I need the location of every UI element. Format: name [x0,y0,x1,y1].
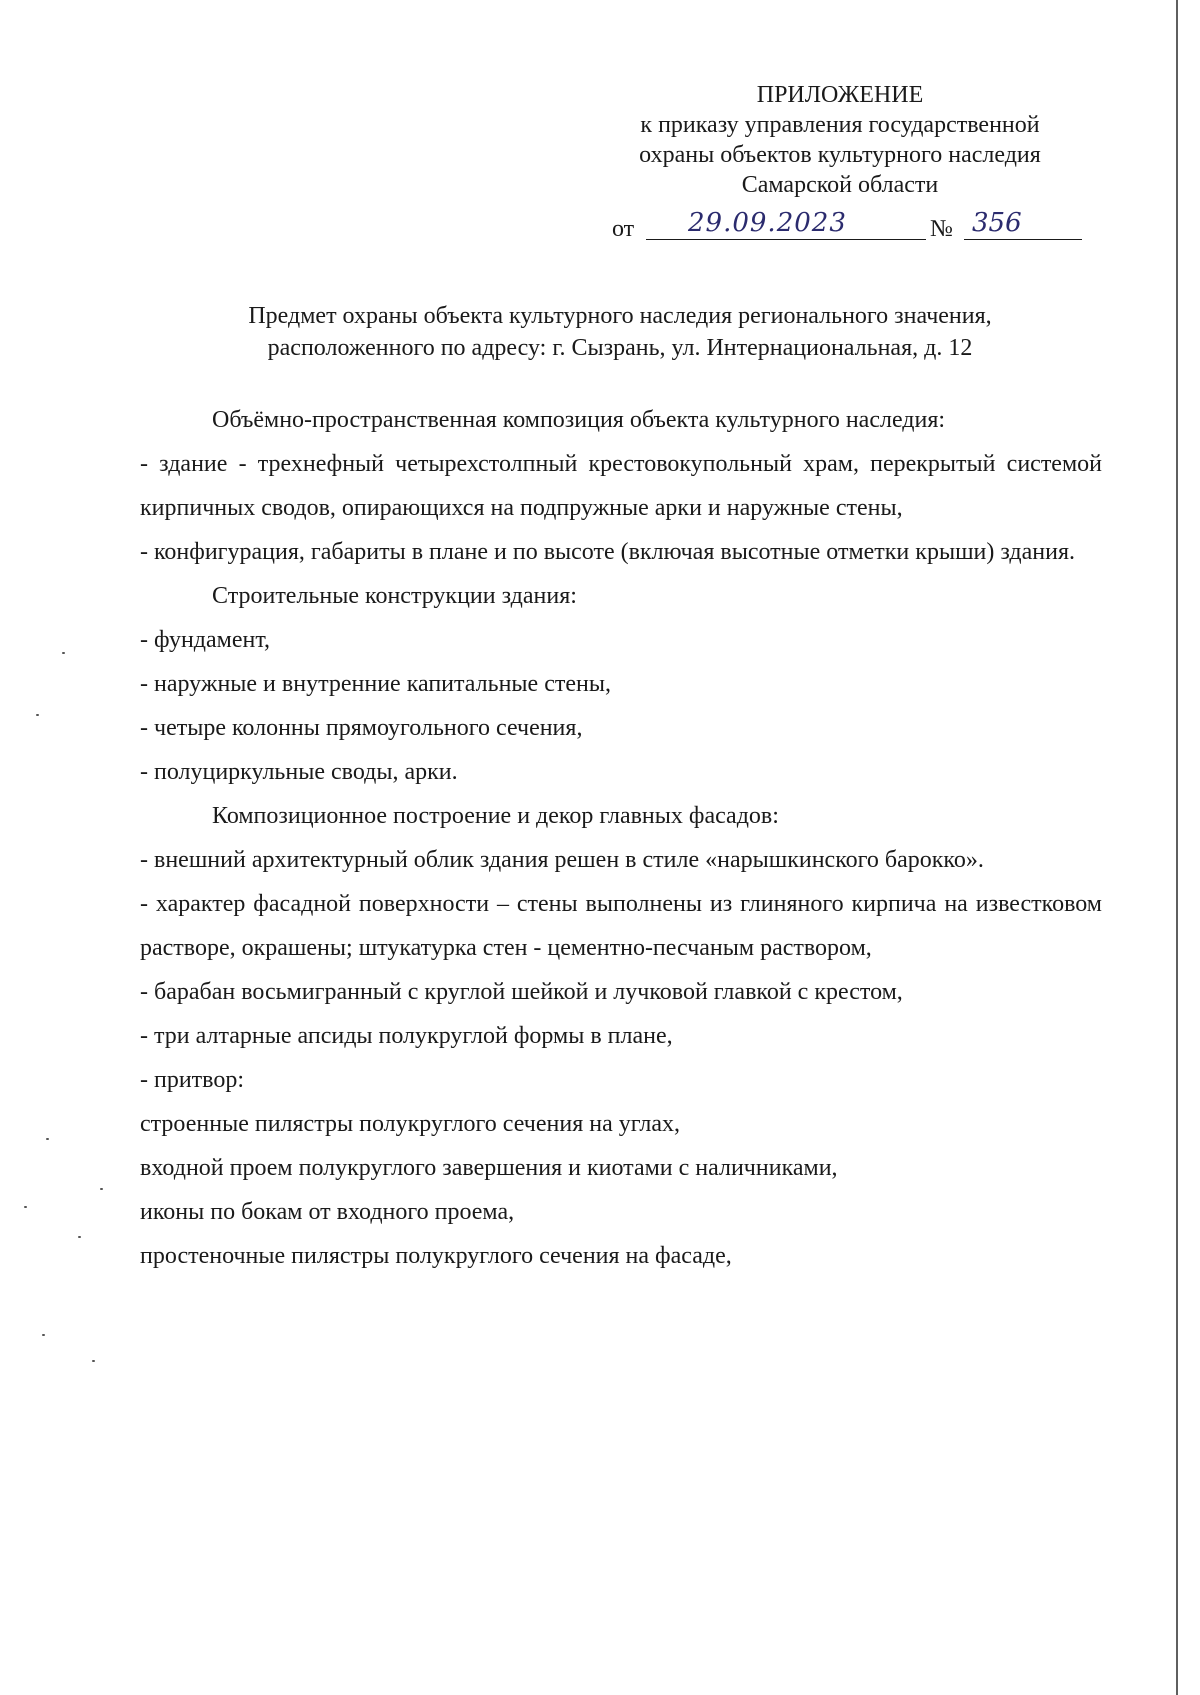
list-item: - притвор: [140,1067,245,1093]
list-item: простеночные пилястры полукруглого сечения на фасаде, [140,1243,732,1269]
scan-speck [24,1206,27,1208]
scan-speck [92,1360,95,1362]
number-prefix: № [930,216,953,242]
appendix-title: ПРИЛОЖЕНИЕ [756,82,924,108]
section-heading-structures: Строительные конструкции здания: [212,583,577,609]
document-body [140,398,1102,1278]
paragraph: - конфигурация, габариты в плане и по высоте (включая высотные отметки крыши) здания. [140,539,1076,565]
date-prefix: от [612,216,635,242]
appendix-header [590,80,1090,200]
list-item: иконы по бокам от входного проема, [140,1199,515,1225]
appendix-line-1: к приказу управления государственной [640,112,1040,138]
list-item: - наружные и внутренние капитальные стены, [140,671,611,697]
scan-speck [46,1138,49,1140]
paragraph: - здание - трехнефный четырехстолпный крестовокупольный храм, перекрытый системой кирпичных сводов, опирающихся на подпружные арки и наружные стены, [140,451,1102,521]
scan-speck [42,1334,45,1336]
paragraph: - характер фасадной поверхности – стены выполнены из глиняного кирпича на известковом растворе, окрашены; штукатурка стен - цементно-песчаным раствором, [140,891,1102,961]
scan-border-line [1176,0,1178,1695]
handwritten-order-number: 356 [964,208,1082,240]
list-item: - три алтарные апсиды полукруглой формы в плане, [140,1023,673,1049]
list-item: - четыре колонны прямоугольного сечения, [140,715,583,741]
list-item: строенные пилястры полукруглого сечения на углах, [140,1111,680,1137]
list-item: входной проем полукруглого завершения и киотами с наличниками, [140,1155,838,1181]
appendix-line-2: охраны объектов культурного наследия [639,142,1041,168]
scan-speck [78,1236,81,1238]
scan-speck [62,652,65,654]
appendix-line-3: Самарской области [741,172,939,198]
section-heading-facades: Композиционное построение и декор главных фасадов: [212,803,779,829]
scan-speck [100,1188,103,1190]
title-line-2: расположенного по адресу: г. Сызрань, ул. Интернациональная, д. 12 [267,335,973,361]
document-title [140,300,1100,364]
handwritten-date: 29.09.2023 [646,208,926,240]
paragraph: - внешний архитектурный облик здания решен в стиле «нарышкинского барокко». [140,847,984,873]
scan-speck [36,714,39,716]
list-item: - полуциркульные своды, арки. [140,759,458,785]
order-date-number-line [612,208,1082,242]
section-heading-volume: Объёмно-пространственная композиция объекта культурного наследия: [212,407,946,433]
list-item: - фундамент, [140,627,271,653]
title-line-1: Предмет охраны объекта культурного наследия регионального значения, [248,303,992,329]
list-item: - барабан восьмигранный с круглой шейкой и лучковой главкой с крестом, [140,979,903,1005]
